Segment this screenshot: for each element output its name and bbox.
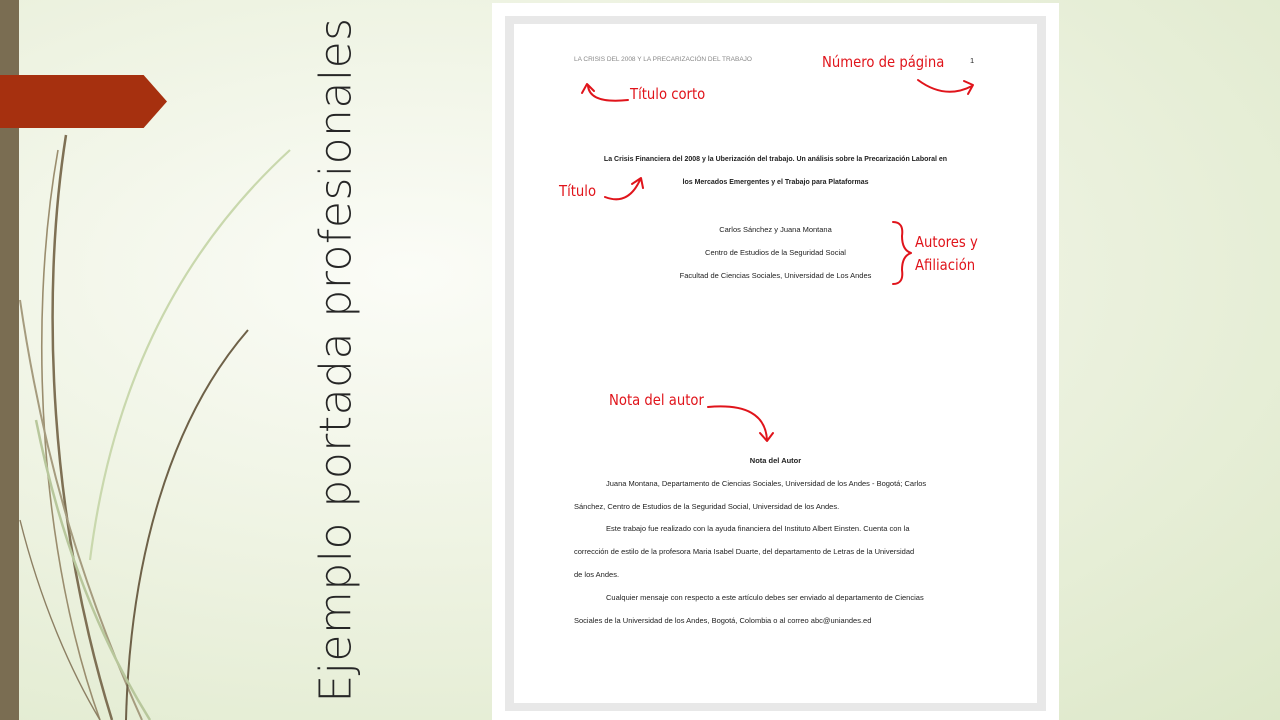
arrow-short-title [588, 86, 628, 101]
annotation-title: Título [559, 182, 597, 200]
author-note-heading: Nota del Autor [749, 456, 802, 465]
annotation-short-title: Título corto [630, 85, 706, 103]
running-head: LA CRISIS DEL 2008 Y LA PRECARIZACIÓN DEL TRABAJO [574, 56, 752, 63]
note-line: Sánchez, Centro de Estudios de la Seguridad Social, Universidad de los Andes. [574, 502, 840, 511]
note-line: Juana Montana, Departamento de Ciencias Sociales, Universidad de los Andes - Bogotá; Carlos [606, 479, 927, 488]
annotation-authors: Autores y [915, 233, 978, 251]
affiliation-2: Facultad de Ciencias Sociales, Universidad de Los Andes [679, 271, 872, 280]
note-line: Cualquier mensaje con respecto a este artículo debes ser enviado al departamento de Ciencias [606, 593, 924, 602]
annotation-affiliation: Afiliación [915, 256, 976, 274]
page-number: 1 [970, 56, 975, 65]
annotation-author-note: Nota del autor [609, 391, 704, 409]
note-line: corrección de estilo de la profesora Maria Isabel Duarte, del departamento de Letras de la Universidad [574, 547, 915, 556]
authors: Carlos Sánchez y Juana Montana [719, 225, 832, 234]
title-line-2: los Mercados Emergentes y el Trabajo para Plataformas [682, 179, 869, 186]
authors-brace [893, 222, 911, 284]
slide-title: Ejemplo portada profesionales [310, 17, 362, 703]
note-line: de los Andes. [574, 570, 620, 579]
annotation-page-number: Número de página [822, 53, 945, 71]
arrow-author-note [708, 406, 767, 440]
note-line: Este trabajo fue realizado con la ayuda financiera del Instituto Albert Einsten. Cuenta con la [606, 524, 910, 533]
note-line: Sociales de la Universidad de los Andes, Bogotá, Colombia o al correo abc@uniandes.ed [574, 616, 872, 625]
title-line-1: La Crisis Financiera del 2008 y la Uberización del trabajo. Un análisis sobre la Precarización Laboral en [603, 156, 948, 163]
affiliation-1: Centro de Estudios de la Seguridad Social [705, 248, 846, 257]
